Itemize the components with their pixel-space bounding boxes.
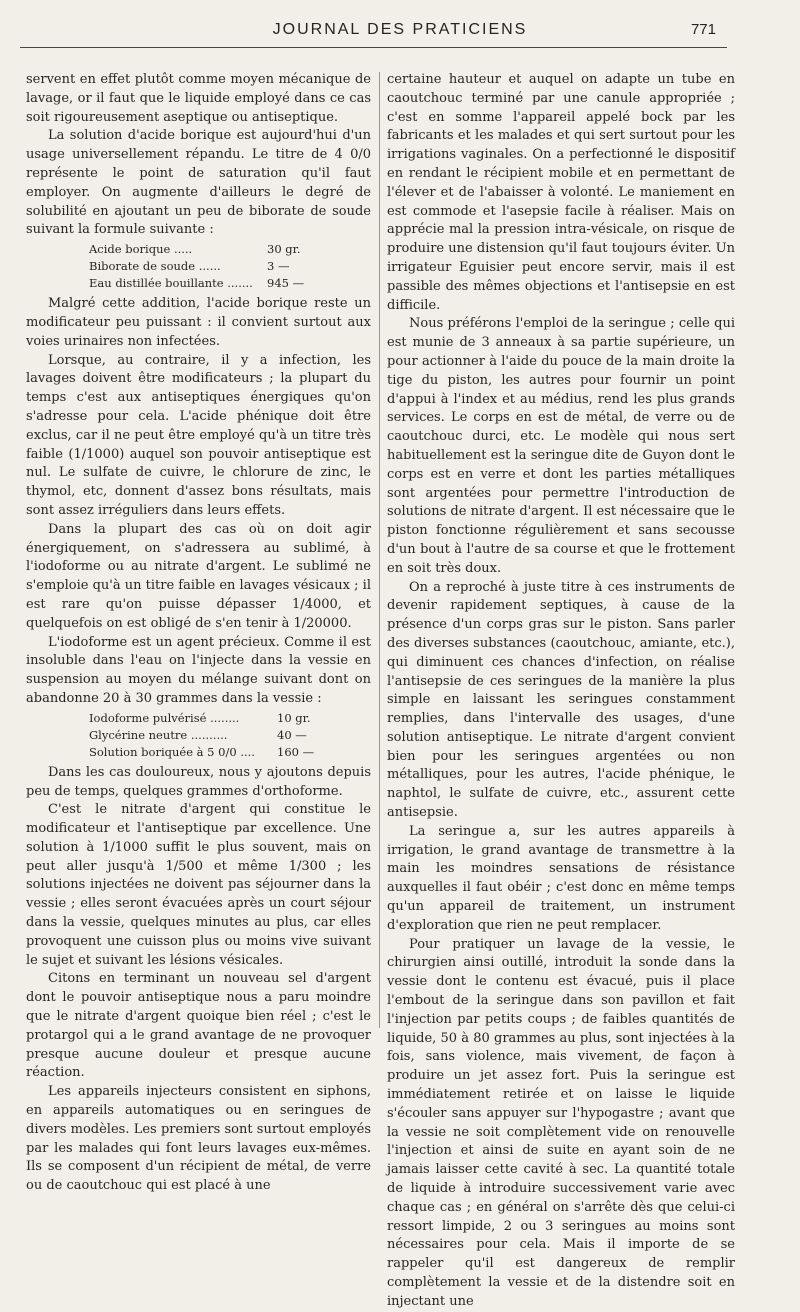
formula-quantity: 3 — <box>267 259 290 274</box>
formula-iodoform-mixture <box>26 710 371 761</box>
formula-ingredient: Biborate de soude ...... <box>89 259 221 274</box>
formula-quantity: 40 — <box>277 727 307 742</box>
page-header <box>0 0 800 50</box>
page-number: 771 <box>690 21 716 38</box>
formula-row <box>26 727 371 744</box>
paragraph: La solution d'acide borique est aujourd'hui d'un usage universellement répandu. Le titre de 4 0/0 représente le point de saturation qu'il faut employer. On augmente d'ailleurs le degré de solubilité en ajoutant un peu de biborate de soude suivant la formule suivante : <box>26 128 371 238</box>
formula-ingredient: Iodoforme pulvérisé ........ <box>89 710 240 725</box>
journal-title: JOURNAL DES PRATICIENS <box>272 21 528 38</box>
formula-quantity: 10 gr. <box>277 710 311 725</box>
paragraph: On a reproché à juste titre à ces instruments de devenir rapidement septiques, à cause de la présence d'un corps gras sur le piston. Sans parler des diverses substances (caoutchouc, amiante, etc.), qui diminuent ces chances d'infection, on réalise l'antisepsie de ces seringues de la manière la plus simple en laissant les seringues constamment remplies, dans l'intervalle des usages, d'une solution antiseptique. Le nitrate d'argent convient bien pour les seringues argentées ou non métalliques, pour les autres, l'acide phénique, le naphtol, le sulfate de cuivre, etc., assurent cette antisepsie. <box>387 579 735 821</box>
paragraph: Dans les cas douloureux, nous y ajoutons depuis peu de temps, quelques grammes d'orthoforme. <box>26 764 371 799</box>
formula-boric-solution <box>26 241 371 292</box>
paragraph: C'est le nitrate d'argent qui constitue le modificateur et l'antiseptique par excellence. Une solution à 1/1000 suffit le plus souvent, mais on peut aller jusqu'à 1/500 et même 1/300 ; les solutions injectées ne doivent pas séjourner dans la vessie ; elles seront évacuées après un court séjour dans la vessie, quelques minutes au plus, car elles provoquent une cuisson plus ou moins vive suivant le sujet et suivant les lésions vésicales. <box>26 802 371 968</box>
header-rule <box>20 47 727 48</box>
formula-row <box>26 710 371 727</box>
right-column <box>387 71 735 1312</box>
paragraph: Les appareils injecteurs consistent en siphons, en appareils automatiques ou en seringues de divers modèles. Les premiers sont surtout employés par les malades qui font leurs lavages eux-mêmes. Ils se composent d'un récipient de métal, de verre ou de caoutchouc qui est placé à une <box>26 1084 371 1194</box>
formula-row <box>26 744 371 761</box>
formula-ingredient: Eau distillée bouillante ....... <box>89 276 253 291</box>
column-divider <box>379 72 380 1028</box>
left-column <box>26 71 371 1196</box>
paragraph: Pour pratiquer un lavage de la vessie, le chirurgien ainsi outillé, introduit la sonde dans la vessie dont le contenu est évacué, puis il place l'embout de la seringue dans son pavillon et fait l'injection par petits coups ; de faibles quantités de liquide, 50 à 80 grammes au plus, sont injectées à la fois, sans violence, mais vivement, de façon à produire un jet assez fort. Puis la seringue est immédiatement retirée et on laisse le liquide s'écouler sans appuyer sur l'hypogastre ; avant que la vessie ne soit complètement vide on renouvelle l'injection et ainsi de suite en ayant soin de ne jamais laisser cette cavité à sec. La quantité totale de liquide à introduire successivement varie avec chaque cas ; en général on s'arrête dès que celui-ci ressort limpide, 2 ou 3 seringues au moins sont nécessaires pour cela. Mais il importe de se rappeler qu'il est dangereux de remplir complètement la vessie et de la distendre soit en injectant une <box>387 936 735 1309</box>
formula-ingredient: Glycérine neutre .......... <box>89 727 228 742</box>
formula-quantity: 30 gr. <box>267 242 301 257</box>
formula-ingredient: Solution boriquée à 5 0/0 .... <box>89 744 255 759</box>
formula-quantity: 945 — <box>267 276 305 291</box>
paragraph: Nous préférons l'emploi de la seringue ; celle qui est munie de 3 anneaux à sa partie supérieure, un pour actionner à l'aide du pouce de la main droite la tige du piston, les autres pour fournir un point d'appui à l'index et au médius, rend les plus grands services. Le corps en est de métal, de verre ou de caoutchouc durci, etc. Le modèle qui nous sert habituellement est la seringue dite de Guyon dont le corps est en verre et dont les parties métalliques sont argentées pour permettre l'introduction de solutions de nitrate d'argent. Il est nécessaire que le piston fonctionne régulièrement et sans secousse d'un bout à l'autre de sa course et que le frottement en soit très doux. <box>387 316 735 576</box>
paragraph: Malgré cette addition, l'acide borique reste un modificateur peu puissant : il convient surtout aux voies urinaires non infectées. <box>26 296 371 349</box>
formula-ingredient: Acide borique ..... <box>89 242 193 257</box>
paragraph: Lorsque, au contraire, il y a infection, les lavages doivent être modificateurs ; la plupart du temps c'est aux antiseptiques énergiques qu'on s'adresse pour cela. L'acide phénique doit être exclus, car il ne peut être employé qu'à un titre très faible (1/1000) auquel son pouvoir antiseptique est nul. Le sulfate de cuivre, le chlorure de zinc, le thymol, etc, donnent d'assez bons résultats, mais sont assez irréguliers dans leurs effets. <box>26 352 371 518</box>
paragraph: Citons en terminant un nouveau sel d'argent dont le pouvoir antiseptique nous a paru moindre que le nitrate d'argent quoique bien réel ; c'est le protargol qui a le grand avantage de ne provoquer presque aucune douleur et presque aucune réaction. <box>26 971 371 1081</box>
paragraph: La seringue a, sur les autres appareils à irrigation, le grand avantage de transmettre à la main les moindres sensations de résistance auxquelles il faut obéir ; c'est donc en même temps qu'un appareil de traitement, un instrument d'exploration que rien ne peut remplacer. <box>387 823 735 933</box>
formula-row <box>26 241 371 258</box>
paragraph: Dans la plupart des cas où on doit agir énergiquement, on s'adressera au sublimé, à l'iodoforme ou au nitrate d'argent. Le sublimé ne s'emploie qu'à un titre faible en lavages vésicaux ; il est rare qu'on puisse dépasser 1/4000, et quelquefois on est obligé de s'en tenir à 1/20000. <box>26 521 371 631</box>
formula-row <box>26 275 371 292</box>
paragraph: servent en effet plutôt comme moyen mécanique de lavage, or il faut que le liquide employé dans ce cas soit rigoureusement aseptique ou antiseptique. <box>26 72 371 125</box>
formula-row <box>26 258 371 275</box>
formula-quantity: 160 — <box>277 744 315 759</box>
paragraph: L'iodoforme est un agent précieux. Comme il est insoluble dans l'eau on l'injecte dans la vessie en suspension au moyen du mélange suivant dont on abandonne 20 à 30 grammes dans la vessie : <box>26 634 371 706</box>
paragraph: certaine hauteur et auquel on adapte un tube en caoutchouc terminé par une canule appropriée ; c'est en somme l'appareil appelé bock par les fabricants et les malades et qui sert surtout pour les irrigations vaginales. On a perfectionné le dispositif en rendant le récipient mobile et en permettant de l'élever et de l'abaisser à volonté. Le maniement en est commode et l'asepsie facile à réaliser. Mais on apprécie mal la pression intra-vésicale, on risque de produire une distension qu'il faut toujours éviter. Un irrigateur Eguisier peut encore servir, mais il est passible des mêmes objections et l'antisepsie en est difficile. <box>387 72 735 313</box>
